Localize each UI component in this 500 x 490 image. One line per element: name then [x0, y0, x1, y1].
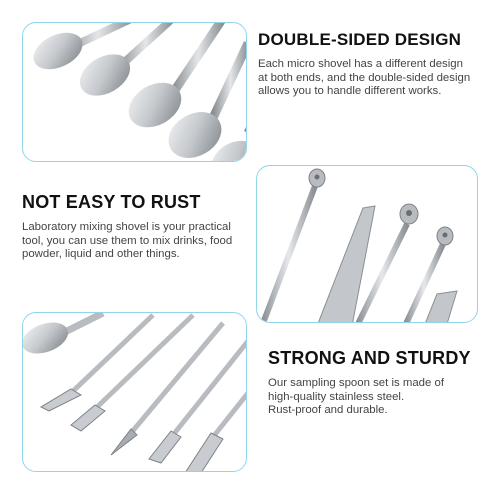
description-line: powder, liquid and other things. [22, 248, 180, 260]
spoon-heads-photo [22, 22, 247, 162]
section-sturdy [268, 348, 483, 418]
description-line: allows you to handle different works. [258, 85, 442, 97]
section-description [268, 377, 483, 418]
section-description [22, 221, 247, 262]
section-heading: DOUBLE-SIDED DESIGN [258, 30, 462, 49]
section-heading: NOT EASY TO RUST [22, 192, 201, 212]
spatula-end [425, 291, 457, 323]
description-line: Rust-proof and durable. [268, 404, 388, 416]
section-description [258, 58, 483, 99]
description-line: high-quality stainless steel. [268, 390, 405, 403]
section-double-sided [258, 30, 483, 99]
spatula-blades-photo [22, 312, 247, 472]
description-line: Our sampling spoon set is made of [268, 377, 445, 389]
section-rust [22, 192, 247, 262]
description-line: tool, you can use them to mix drinks, food [22, 234, 233, 247]
spoon-end [262, 169, 325, 323]
spoon-head [23, 313, 103, 359]
section-heading: STRONG AND STURDY [268, 348, 471, 368]
description-line: at both ends, and the double-sided design [258, 71, 471, 84]
spoon-ends-photo [256, 165, 478, 323]
description-line: Laboratory mixing shovel is your practical [22, 221, 231, 233]
spatula-blade [149, 341, 247, 463]
description-line: Each micro shovel has a different design [258, 58, 463, 70]
